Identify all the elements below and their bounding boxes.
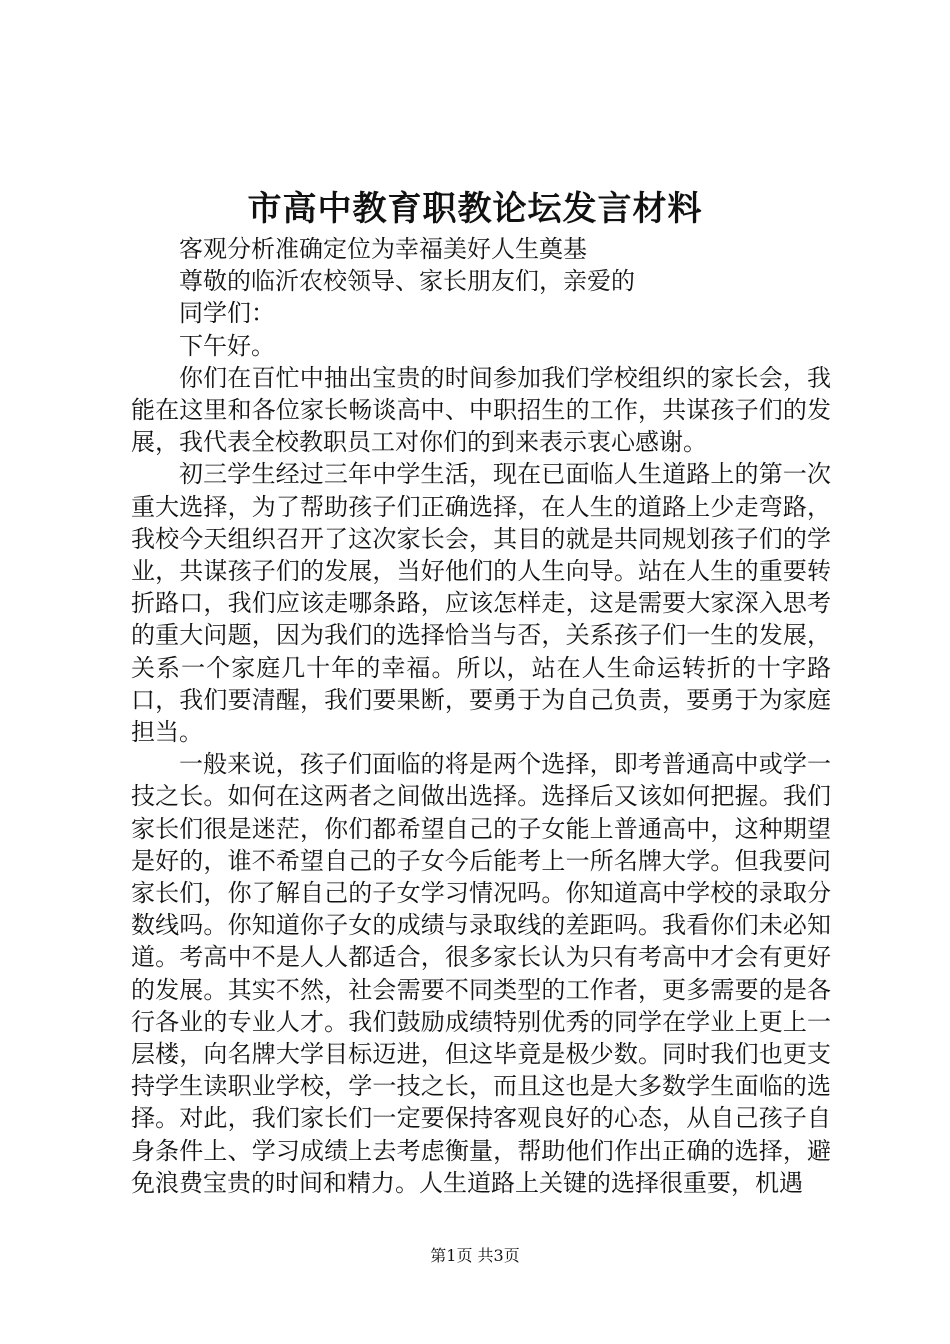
salutation-continuation: 同学们： [179, 299, 275, 328]
body-paragraph: 一般来说，孩子们面临的将是两个选择，即考普通高中或学一技之长。如何在这两者之间做出选择。选择后又该如何把握。我们家长们很是迷茫，你们都希望自己的子女能上普通高中，这种期望是好的，谁不希望自己的子女今后能考上一所名牌大学。但我要问家长们，你了解自己的子女学习情况吗。你知道高中学校的录取分数线吗。你知道你子女的成绩与录取线的差距吗。我看你们未必知道。考高中不是人人都适合，很多家长认为只有考高中才会有更好的发展。其实不然，社会需要不同类型的工作者，更多需要的是各行各业的专业人才。我们鼓励成绩特别优秀的同学在学业上更上一层楼，向名牌大学目标迈进，但这毕竟是极少数。同时我们也更支持学生读职业学校，学一技之长，而且这也是大多数学生面临的选择。对此，我们家长们一定要保持客观良好的心态，从自己孩子自身条件上、学习成绩上去考虑衡量，帮助他们作出正确的选择，避免浪费宝贵的时间和精力。人生道路上关键的选择很重要，机遇 [131, 750, 831, 1197]
document-body [131, 233, 831, 1199]
body-paragraph: 初三学生经过三年中学生活，现在已面临人生道路上的第一次重大选择，为了帮助孩子们正确选择，在人生的道路上少走弯路，我校今天组织召开了这次家长会，其目的就是共同规划孩子们的学业，共谋孩子们的发展，当好他们的人生向导。站在人生的重要转折路口，我们应该走哪条路，应该怎样走，这是需要大家深入思考的重大问题，因为我们的选择恰当与否，关系孩子们一生的发展，关系一个家庭几十年的幸福。所以，站在人生命运转折的十字路口，我们要清醒，我们要果断，要勇于为自己负责，要勇于为家庭担当。 [131, 460, 831, 747]
subtitle-line: 客观分析准确定位为幸福美好人生奠基 [179, 235, 587, 263]
salutation-line: 尊敬的临沂农校领导、家长朋友们，亲爱的 [179, 267, 635, 296]
document-title: 市高中教育职教论坛发言材料 [247, 189, 703, 229]
page-number-footer: 第1页 共3页 [430, 1246, 520, 1265]
greeting-line: 下午好。 [179, 331, 275, 360]
body-paragraph: 你们在百忙中抽出宝贵的时间参加我们学校组织的家长会，我能在这里和各位家长畅谈高中、中职招生的工作，共谋孩子们的发展，我代表全校教职员工对你们的到来表示衷心感谢。 [131, 363, 831, 457]
